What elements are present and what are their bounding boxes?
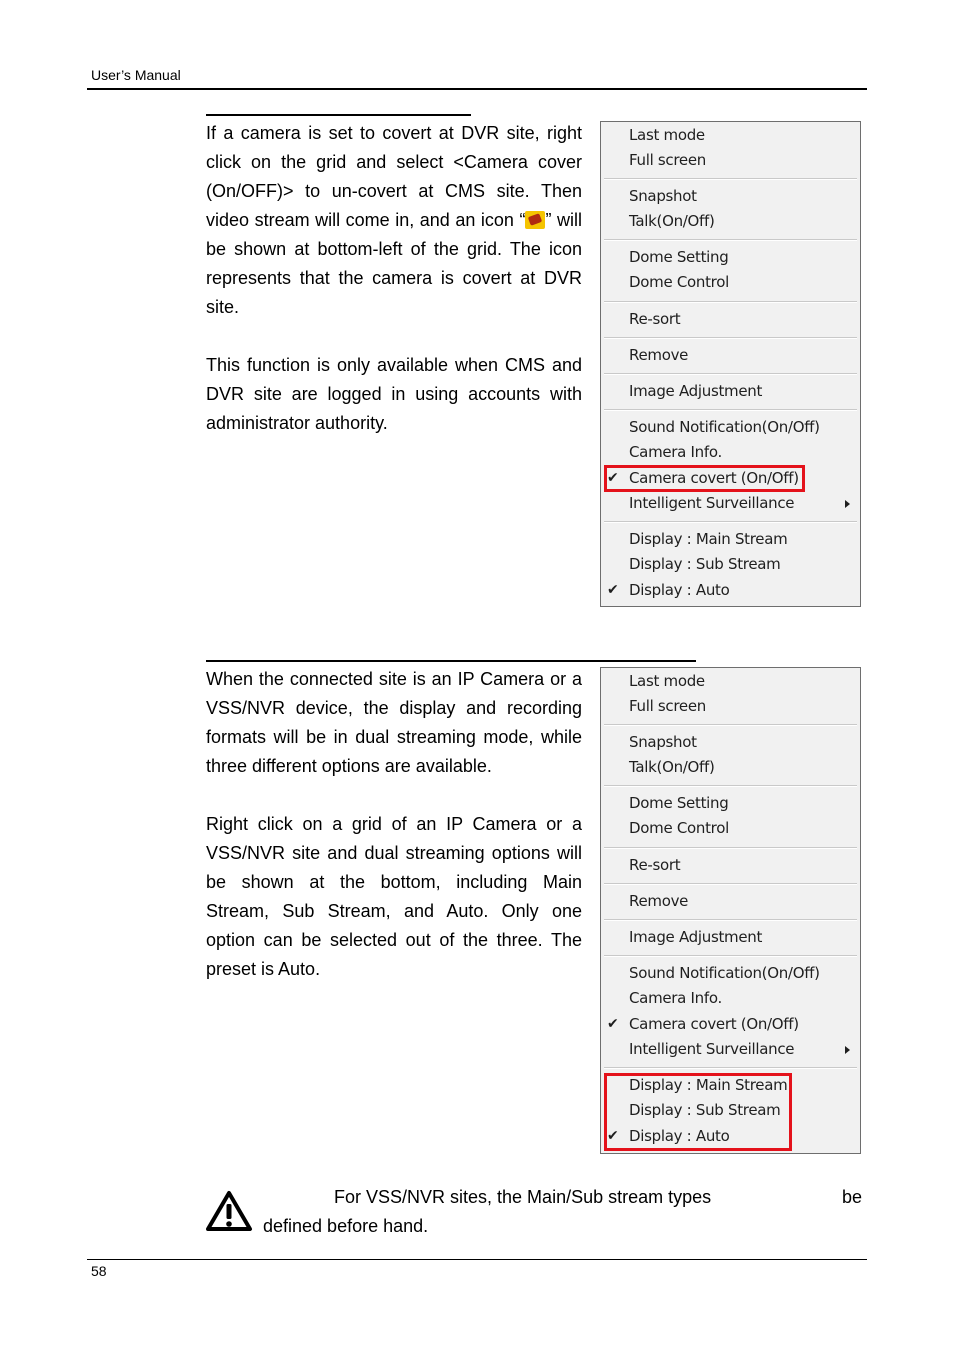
submenu-arrow-icon <box>845 1046 850 1054</box>
menu-separator <box>604 373 857 374</box>
section2-paragraph-2: Right click on a grid of an IP Camera or a VSS/NVR site and dual streaming options will be shown at the bottom, including Main Stream, Sub Stream, and Auto. Only one option can be selected out of the three. The preset is Auto. <box>206 814 582 979</box>
menu-separator <box>604 1067 857 1068</box>
menu-item-snapshot[interactable]: Snapshot <box>629 733 697 751</box>
section2-heading-rule <box>206 660 696 662</box>
camera-covert-icon <box>525 211 545 229</box>
menu-item-snapshot[interactable]: Snapshot <box>629 187 697 205</box>
menu-item-last-mode[interactable]: Last mode <box>629 672 705 690</box>
menu-separator <box>604 883 857 884</box>
menu-item-camera-info[interactable]: Camera Info. <box>629 443 722 461</box>
menu-item-re-sort[interactable]: Re-sort <box>629 856 681 874</box>
menu-item-last-mode[interactable]: Last mode <box>629 126 705 144</box>
menu-separator <box>604 337 857 338</box>
menu-item-display-sub-stream[interactable]: Display : Sub Stream <box>629 555 781 573</box>
highlight-box-display-options <box>604 1073 792 1151</box>
menu-item-dome-control[interactable]: Dome Control <box>629 819 729 837</box>
menu-item-image-adjustment[interactable]: Image Adjustment <box>629 928 763 946</box>
check-icon: ✔ <box>607 1016 619 1032</box>
menu-separator <box>604 919 857 920</box>
menu-item-remove[interactable]: Remove <box>629 892 689 910</box>
menu-separator <box>604 955 857 956</box>
section1-paragraph-2: This function is only available when CMS and DVR site are logged in using accounts with administrator authority. <box>206 355 582 433</box>
header-rule <box>87 88 867 90</box>
menu-item-display-sub-stream[interactable]: Display : Sub Stream <box>629 1101 781 1119</box>
footer-rule <box>87 1259 867 1260</box>
warning-icon <box>205 1189 253 1233</box>
note-line-1b: be <box>842 1187 863 1207</box>
section2-body <box>206 665 582 984</box>
menu-item-display-main-stream[interactable]: Display : Main Stream <box>629 530 788 548</box>
menu-item-camera-covert[interactable]: ✔ Camera covert (On/Off) <box>601 1012 860 1037</box>
menu-item-camera-info[interactable]: Camera Info. <box>629 989 722 1007</box>
menu-separator <box>604 178 857 179</box>
menu-separator <box>604 239 857 240</box>
menu-separator <box>604 847 857 848</box>
context-menu-screenshot-1 <box>600 121 861 607</box>
menu-item-talk[interactable]: Talk(On/Off) <box>629 212 715 230</box>
check-icon: ✔ <box>607 470 619 486</box>
menu-separator <box>604 785 857 786</box>
note-line-2: defined before hand. <box>263 1216 429 1236</box>
menu-item-re-sort[interactable]: Re-sort <box>629 310 681 328</box>
menu-item-full-screen[interactable]: Full screen <box>629 697 706 715</box>
menu-item-remove[interactable]: Remove <box>629 346 689 364</box>
menu-item-display-auto[interactable]: ✔ Display : Auto <box>601 578 860 603</box>
menu-separator <box>604 521 857 522</box>
section1-paragraph-1: If a camera is set to covert at DVR site, right click on the grid and select <Camera cover (On/OFF)> to un-covert at CMS site. Then video stream will come in, and an icon “ ” will be shown at bottom-left of the grid. The icon represents that the camera is covert at DVR site. <box>206 123 582 317</box>
menu-item-dome-setting[interactable]: Dome Setting <box>629 794 729 812</box>
menu-item-display-auto[interactable]: ✔ Display : Auto <box>601 1124 860 1149</box>
highlight-box-camera-covert <box>604 465 805 492</box>
page-number: 58 <box>91 1263 107 1279</box>
menu-item-intelligent-surveillance[interactable]: Intelligent Surveillance <box>601 1037 860 1062</box>
section1-heading-rule <box>206 114 471 116</box>
menu-item-talk[interactable]: Talk(On/Off) <box>629 758 715 776</box>
menu-item-image-adjustment[interactable]: Image Adjustment <box>629 382 763 400</box>
menu-separator <box>604 409 857 410</box>
menu-separator <box>604 301 857 302</box>
menu-item-display-main-stream[interactable]: Display : Main Stream <box>629 1076 788 1094</box>
menu-item-camera-covert[interactable]: ✔ Camera covert (On/Off) <box>601 466 860 491</box>
menu-separator <box>604 724 857 725</box>
menu-item-sound-notification[interactable]: Sound Notification(On/Off) <box>629 418 820 436</box>
check-icon: ✔ <box>607 582 619 598</box>
running-header: User’s Manual <box>91 67 181 83</box>
check-icon: ✔ <box>607 1128 619 1144</box>
menu-item-intelligent-surveillance[interactable]: Intelligent Surveillance <box>601 491 860 516</box>
submenu-arrow-icon <box>845 500 850 508</box>
menu-item-full-screen[interactable]: Full screen <box>629 151 706 169</box>
note-line-1a: For VSS/NVR sites, the Main/Sub stream types <box>334 1187 712 1207</box>
menu-item-dome-setting[interactable]: Dome Setting <box>629 248 729 266</box>
menu-item-sound-notification[interactable]: Sound Notification(On/Off) <box>629 964 820 982</box>
menu-item-dome-control[interactable]: Dome Control <box>629 273 729 291</box>
section2-paragraph-1: When the connected site is an IP Camera or a VSS/NVR device, the display and recording formats will be in dual streaming mode, while three different options are available. <box>206 669 582 776</box>
section1-body <box>206 119 582 438</box>
